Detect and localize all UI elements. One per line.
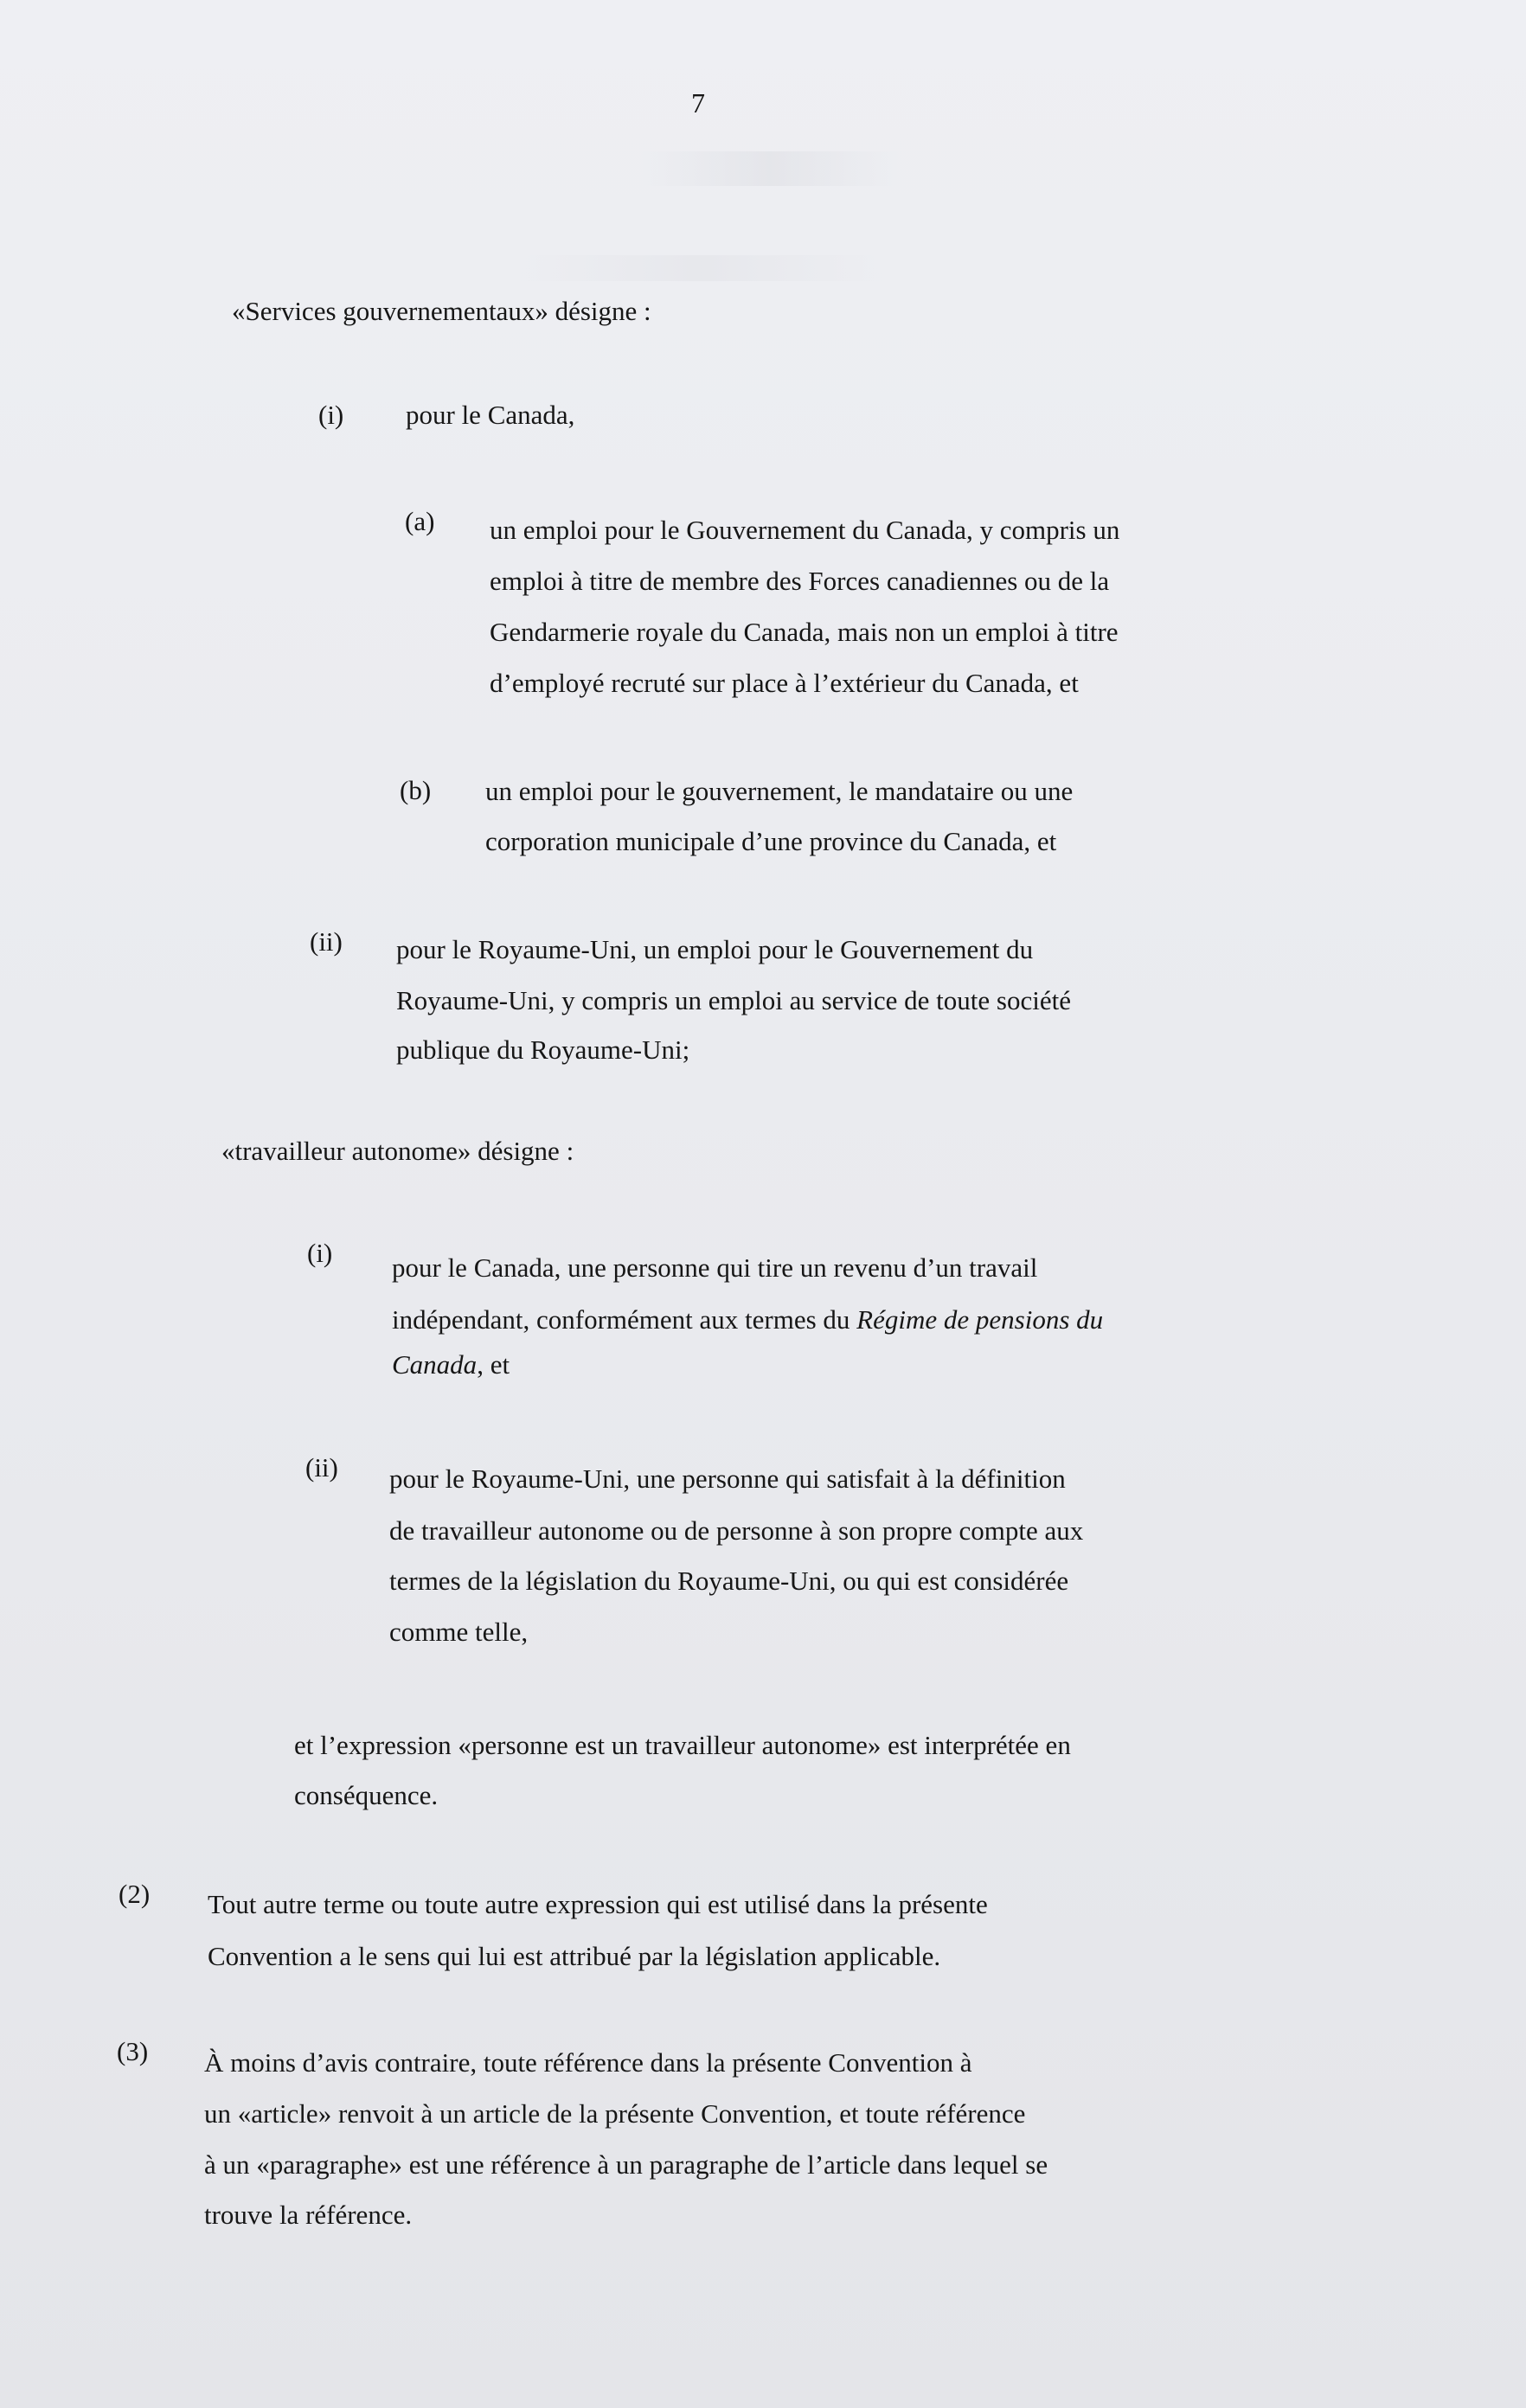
item-marker: (i) [318, 400, 344, 430]
item-text-line: termes de la législation du Royaume-Uni, ou qui est considérée [389, 1566, 1069, 1596]
paragraph-marker: (2) [119, 1879, 151, 1909]
subitem-text-line: un emploi pour le Gouvernement du Canada, y compris un [490, 515, 1120, 545]
item-text: pour le Canada, [406, 400, 575, 430]
paragraph-line: trouve la référence. [204, 2200, 413, 2230]
subitem-text-line: Gendarmerie royale du Canada, mais non un emploi à titre [490, 617, 1119, 647]
subitem-text-line: d’employé recruté sur place à l’extérieur du Canada, et [490, 668, 1079, 698]
paragraph-line: un «article» renvoit à un article de la présente Convention, et toute référence [204, 2098, 1026, 2129]
subitem-marker: (b) [400, 775, 432, 805]
show-through-artifact [640, 151, 900, 186]
page-number: 7 [691, 87, 705, 118]
paragraph-marker: (3) [117, 2036, 149, 2066]
paragraph-line: À moins d’avis contraire, toute référence dans la présente Convention à [204, 2047, 972, 2078]
subitem-text-line: un emploi pour le gouvernement, le mandataire ou une [485, 776, 1074, 806]
item-text-line: publique du Royaume-Uni; [396, 1034, 690, 1065]
item-text-line: indépendant, conformément aux termes du Régime de pensions du [392, 1304, 1104, 1335]
item-marker: (ii) [305, 1452, 338, 1483]
subitem-text-line: emploi à titre de membre des Forces canadiennes ou de la [490, 566, 1110, 596]
act-title-italic: Canada [392, 1349, 478, 1380]
definition-heading-travailleur: «travailleur autonome» désigne : [221, 1136, 574, 1166]
closing-line: conséquence. [294, 1780, 439, 1810]
paragraph-line: à un «paragraphe» est une référence à un paragraphe de l’article dans lequel se [204, 2149, 1048, 2180]
item-text-line: pour le Royaume-Uni, une personne qui satisfait à la définition [389, 1463, 1066, 1494]
item-text-line: comme telle, [389, 1617, 529, 1647]
show-through-artifact [519, 255, 882, 281]
subitem-marker: (a) [405, 506, 435, 536]
definition-heading-services: «Services gouvernementaux» désigne : [232, 296, 651, 326]
paragraph-line: Convention a le sens qui lui est attribué par la législation applicable. [208, 1941, 941, 1971]
item-marker: (ii) [310, 926, 343, 957]
item-text-line: pour le Royaume-Uni, un emploi pour le Gouvernement du [396, 934, 1034, 964]
item-text-line: de travailleur autonome ou de personne à son propre compte aux [389, 1515, 1084, 1546]
closing-line: et l’expression «personne est un travailleur autonome» est interprétée en [294, 1730, 1071, 1760]
item-text-line: Royaume-Uni, y compris un emploi au service de toute société [396, 985, 1071, 1015]
act-title-italic: Régime de pensions du [856, 1304, 1104, 1335]
item-text-line: Canada, et [392, 1349, 510, 1380]
item-marker: (i) [307, 1238, 333, 1268]
paragraph-line: Tout autre terme ou toute autre expression qui est utilisé dans la présente [208, 1889, 988, 1919]
subitem-text-line: corporation municipale d’une province du Canada, et [485, 826, 1057, 856]
item-text-line: pour le Canada, une personne qui tire un revenu d’un travail [392, 1252, 1038, 1283]
